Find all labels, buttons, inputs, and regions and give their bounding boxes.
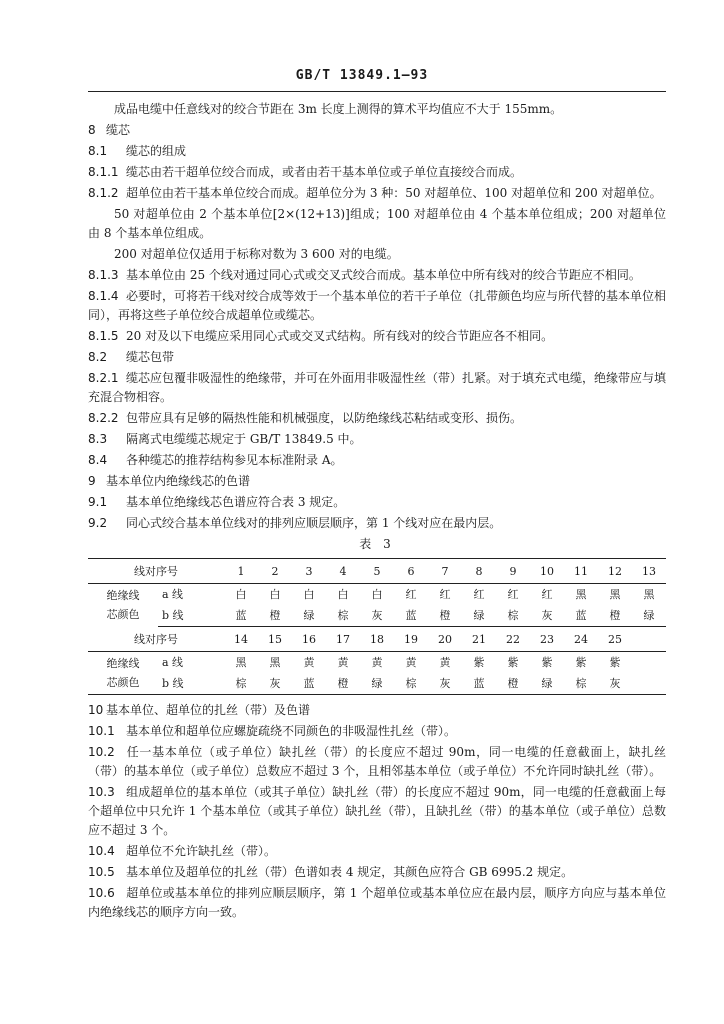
color-label-line: 绝缘线 [106, 589, 140, 603]
clause-text: 缆芯 [106, 123, 131, 137]
clause-text: 基本单位由 25 个线对通过同心式或交叉式绞合而成。基本单位中所有线对的绞合节距应不相同。 [126, 268, 641, 282]
a-wire-color-cell: 黑 [609, 588, 621, 601]
clause-text: 超单位或基本单位的排列应顺层顺序，第 1 个超单位或基本单位应在最内层，顺序方向应与基本单位内绝缘线芯的顺序方向一致。 [88, 886, 666, 919]
a-wire-color-cell: 红 [507, 588, 519, 601]
clause-text: 基本单位及超单位的扎丝（带）色谱如表 4 规定，其颜色应符合 GB 6995.2 规定。 [126, 865, 574, 879]
color-group-label [88, 652, 158, 695]
b-wire-color-cell: 蓝 [292, 673, 326, 695]
b-wire-color-cell: 绿 [530, 673, 564, 695]
clause-number: 8.2.2 [88, 411, 119, 425]
paragraph [88, 451, 666, 470]
pair-number-cell: 11 [564, 559, 598, 584]
color-code-table [88, 558, 666, 695]
paragraph [88, 266, 666, 285]
clause-text: 成品电缆中任意线对的绞合节距在 3m 长度上测得的算术平均值应不大于 155mm。 [114, 102, 563, 116]
paragraph [88, 163, 666, 182]
paragraph [88, 430, 666, 449]
clause-number: 8.1 [88, 144, 108, 158]
paragraph [88, 514, 666, 533]
paragraph [88, 142, 666, 161]
b-wire-color-cell: 灰 [258, 673, 292, 695]
clause-number: 8.1.4 [88, 289, 119, 303]
clause-text: 必要时，可将若干线对绞合成等效于一个基本单位的若干子单位（扎带颜色均应与所代替的基本单位相同），再将这些子单位绞合成超单位或缆芯。 [88, 289, 667, 322]
paragraph [88, 842, 666, 861]
paragraph [88, 722, 666, 741]
clause-text: 缆芯应包覆非吸湿性的绝缘带，并可在外面用非吸湿性丝（带）扎紧。对于填充式电缆，绝缘带应与填充混合物相容。 [88, 371, 667, 404]
paragraph [88, 327, 666, 346]
b-wire-color-cell: 灰 [360, 605, 394, 627]
a-wire-color-cell: 黄 [405, 656, 417, 669]
a-wire-color-cell: 紫 [473, 656, 485, 669]
clause-text: 超单位由若干基本单位绞合而成。超单位分为 3 种：50 对超单位、100 对超单位和 200 对超单位。 [126, 186, 662, 200]
b-wire-color-cell: 棕 [496, 605, 530, 627]
b-wire-color-cell: 绿 [292, 605, 326, 627]
a-wire-color-cell: 白 [371, 588, 383, 601]
clause-text: 缆芯包带 [126, 350, 175, 364]
b-wire-color-cell: 橙 [258, 605, 292, 627]
clause-text: 缆芯由若干超单位绞合而成，或者由若干基本单位或子单位直接绞合而成。 [126, 165, 523, 179]
clause-text: 基本单位内绝缘线芯的色谱 [106, 474, 251, 488]
clause-text: 超单位不允许缺扎丝（带）。 [126, 844, 277, 858]
paragraph [88, 783, 666, 840]
clause-text: 200 对超单位仅适用于标称对数为 3 600 对的电缆。 [114, 247, 399, 261]
clause-number: 10.6 [88, 886, 115, 900]
a-wire-color-cell: 黄 [337, 656, 349, 669]
pair-number-cell: 12 [598, 559, 632, 584]
pair-number-row [88, 559, 666, 584]
paragraph [88, 409, 666, 428]
clause-text: 任一基本单位（或子单位）缺扎丝（带）的长度应不超过 90m，同一电缆的任意截面上，缺扎丝（带）的基本单位（或子单位）总数应不超过 3 个，且相邻基本单位（或子单位）不允许同时缺扎丝（带）。 [88, 745, 666, 778]
a-wire-row [88, 652, 666, 674]
paragraph [88, 287, 666, 325]
pair-number-cell: 13 [632, 559, 666, 584]
b-wire-row [88, 605, 666, 627]
clause-number: 8.2.1 [88, 371, 119, 385]
b-wire-color-cell: 灰 [530, 605, 564, 627]
b-wire-color-cell: 蓝 [564, 605, 598, 627]
top-section [88, 100, 666, 533]
bottom-section [88, 701, 666, 922]
a-wire-color-cell: 白 [269, 588, 281, 601]
a-wire-label: a 线 [162, 588, 184, 601]
clause-text: 隔离式电缆缆芯规定于 GB/T 13849.5 中。 [126, 432, 362, 446]
clause-text: 缆芯的组成 [126, 144, 187, 158]
clause-number: 8.1.5 [88, 329, 119, 343]
b-wire-color-cell: 蓝 [394, 605, 428, 627]
clause-number: 10.5 [88, 865, 115, 879]
pair-number-cell: 21 [462, 627, 496, 652]
document-body [88, 100, 666, 924]
b-wire-color-cell: 灰 [598, 673, 632, 695]
clause-text: 20 对及以下电缆应采用同心式或交叉式结构。所有线对的绞合节距应各不相同。 [126, 329, 554, 343]
clause-text: 基本单位、超单位的扎丝（带）及色谱 [106, 703, 311, 717]
clause-number: 9 [88, 474, 96, 488]
a-wire-label: a 线 [162, 656, 184, 669]
pair-number-cell: 24 [564, 627, 598, 652]
paragraph [88, 121, 666, 140]
paragraph [88, 701, 666, 720]
clause-text: 组成超单位的基本单位（或其子单位）缺扎丝（带）的长度应不超过 90m，同一电缆的任意截面上每个超单位中只允许 1 个基本单位（或其子单位）缺扎丝（带），且缺扎丝（带）的基本单位（或子单位）总数应不超过 3 个。 [88, 785, 666, 837]
b-wire-color-cell: 灰 [428, 673, 462, 695]
clause-text: 基本单位和超单位应螺旋疏绕不同颜色的非吸湿性扎丝（带）。 [126, 724, 457, 738]
clause-number: 10 [88, 703, 104, 717]
clause-text: 各种缆芯的推荐结构参见本标准附录 A。 [126, 453, 343, 467]
paragraph [88, 245, 666, 264]
pair-number-cell: 14 [224, 627, 258, 652]
a-wire-color-cell: 红 [439, 588, 451, 601]
pair-number-cell: 6 [394, 559, 428, 584]
pair-number-cell: 2 [258, 559, 292, 584]
pair-number-cell: 9 [496, 559, 530, 584]
clause-number: 9.1 [88, 495, 108, 509]
b-wire-color-cell: 橙 [428, 605, 462, 627]
b-wire-row [88, 673, 666, 695]
pair-number-cell [632, 627, 666, 652]
page-header: GB/T 13849.1—93 [295, 68, 429, 83]
clause-text: 同心式绞合基本单位线对的排列应顺层顺序，第 1 个线对应在最内层。 [126, 516, 502, 530]
b-wire-color-cell: 蓝 [462, 673, 496, 695]
b-wire-color-cell: 绿 [360, 673, 394, 695]
clause-number: 8.1.3 [88, 268, 119, 282]
b-wire-color-cell: 橙 [496, 673, 530, 695]
pair-number-cell: 5 [360, 559, 394, 584]
b-wire-color-cell: 橙 [598, 605, 632, 627]
pair-number-cell: 22 [496, 627, 530, 652]
clause-number: 10.1 [88, 724, 115, 738]
pair-number-cell: 1 [224, 559, 258, 584]
a-wire-row [88, 584, 666, 606]
paragraph [88, 184, 666, 203]
b-wire-color-cell: 棕 [224, 673, 258, 695]
paragraph [88, 493, 666, 512]
clause-number: 8.3 [88, 432, 108, 446]
paragraph [88, 863, 666, 882]
paragraph [88, 205, 666, 243]
clause-number: 8 [88, 123, 96, 137]
clause-text: 包带应具有足够的隔热性能和机械强度，以防绝缘线芯粘结或变形、损伤。 [126, 411, 523, 425]
pair-number-cell: 18 [360, 627, 394, 652]
clause-number: 8.1.2 [88, 186, 119, 200]
pair-number-cell: 15 [258, 627, 292, 652]
a-wire-color-cell: 黑 [235, 656, 247, 669]
a-wire-color-cell: 黄 [303, 656, 315, 669]
paragraph [88, 348, 666, 367]
a-wire-color-cell: 黄 [439, 656, 451, 669]
pair-number-cell: 7 [428, 559, 462, 584]
a-wire-color-cell: 黑 [575, 588, 587, 601]
b-wire-color-cell: 橙 [326, 673, 360, 695]
clause-number: 10.2 [88, 745, 115, 759]
clause-number: 9.2 [88, 516, 108, 530]
table-title: 表 3 [359, 537, 395, 551]
a-wire-color-cell: 紫 [609, 656, 621, 669]
paragraph [88, 884, 666, 922]
clause-number: 10.4 [88, 844, 115, 858]
b-wire-color-cell: 蓝 [224, 605, 258, 627]
b-wire-label: b 线 [158, 605, 224, 627]
pair-number-label: 线对序号 [88, 627, 224, 652]
a-wire-color-cell: 白 [337, 588, 349, 601]
clause-number: 10.3 [88, 785, 115, 799]
a-wire-color-cell: 红 [473, 588, 485, 601]
a-wire-color-cell: 黑 [269, 656, 281, 669]
a-wire-color-cell: 黄 [371, 656, 383, 669]
paragraph [88, 743, 666, 781]
pair-number-cell: 20 [428, 627, 462, 652]
clause-number: 8.4 [88, 453, 108, 467]
b-wire-color-cell: 棕 [326, 605, 360, 627]
color-group-label [88, 584, 158, 627]
a-wire-color-cell: 紫 [541, 656, 553, 669]
pair-number-label: 线对序号 [88, 559, 224, 584]
b-wire-color-cell [632, 673, 666, 695]
b-wire-label: b 线 [158, 673, 224, 695]
color-label-line: 芯颜色 [106, 676, 140, 689]
pair-number-cell: 19 [394, 627, 428, 652]
pair-number-cell: 25 [598, 627, 632, 652]
a-wire-color-cell: 白 [303, 588, 315, 601]
clause-text: 基本单位绝缘线芯色谱应符合表 3 规定。 [126, 495, 346, 509]
color-label-line: 绝缘线 [106, 657, 140, 670]
header-rule [88, 91, 666, 92]
b-wire-color-cell: 棕 [394, 673, 428, 695]
paragraph [88, 369, 666, 407]
a-wire-color-cell: 红 [541, 588, 553, 601]
a-wire-color-cell: 紫 [507, 656, 519, 669]
paragraph [88, 472, 666, 491]
pair-number-cell: 8 [462, 559, 496, 584]
pair-number-cell: 16 [292, 627, 326, 652]
color-label-line: 芯颜色 [106, 608, 140, 622]
clause-number: 8.2 [88, 350, 108, 364]
a-wire-color-cell: 黑 [643, 588, 655, 601]
pair-number-cell: 23 [530, 627, 564, 652]
clause-number: 8.1.1 [88, 165, 119, 179]
pair-number-cell: 3 [292, 559, 326, 584]
clause-text: 50 对超单位由 2 个基本单位[2×(12+13)]组成；100 对超单位由 4 个基本单位组成；200 对超单位由 8 个基本单位组成。 [88, 207, 666, 240]
pair-number-cell: 4 [326, 559, 360, 584]
b-wire-color-cell: 绿 [632, 605, 666, 627]
b-wire-color-cell: 绿 [462, 605, 496, 627]
pair-number-cell: 17 [326, 627, 360, 652]
b-wire-color-cell: 棕 [564, 673, 598, 695]
pair-number-row [88, 627, 666, 652]
paragraph [88, 100, 666, 119]
a-wire-color-cell [632, 652, 666, 674]
pair-number-cell: 10 [530, 559, 564, 584]
a-wire-color-cell: 红 [405, 588, 417, 601]
a-wire-color-cell: 白 [235, 588, 247, 601]
a-wire-color-cell: 紫 [575, 656, 587, 669]
